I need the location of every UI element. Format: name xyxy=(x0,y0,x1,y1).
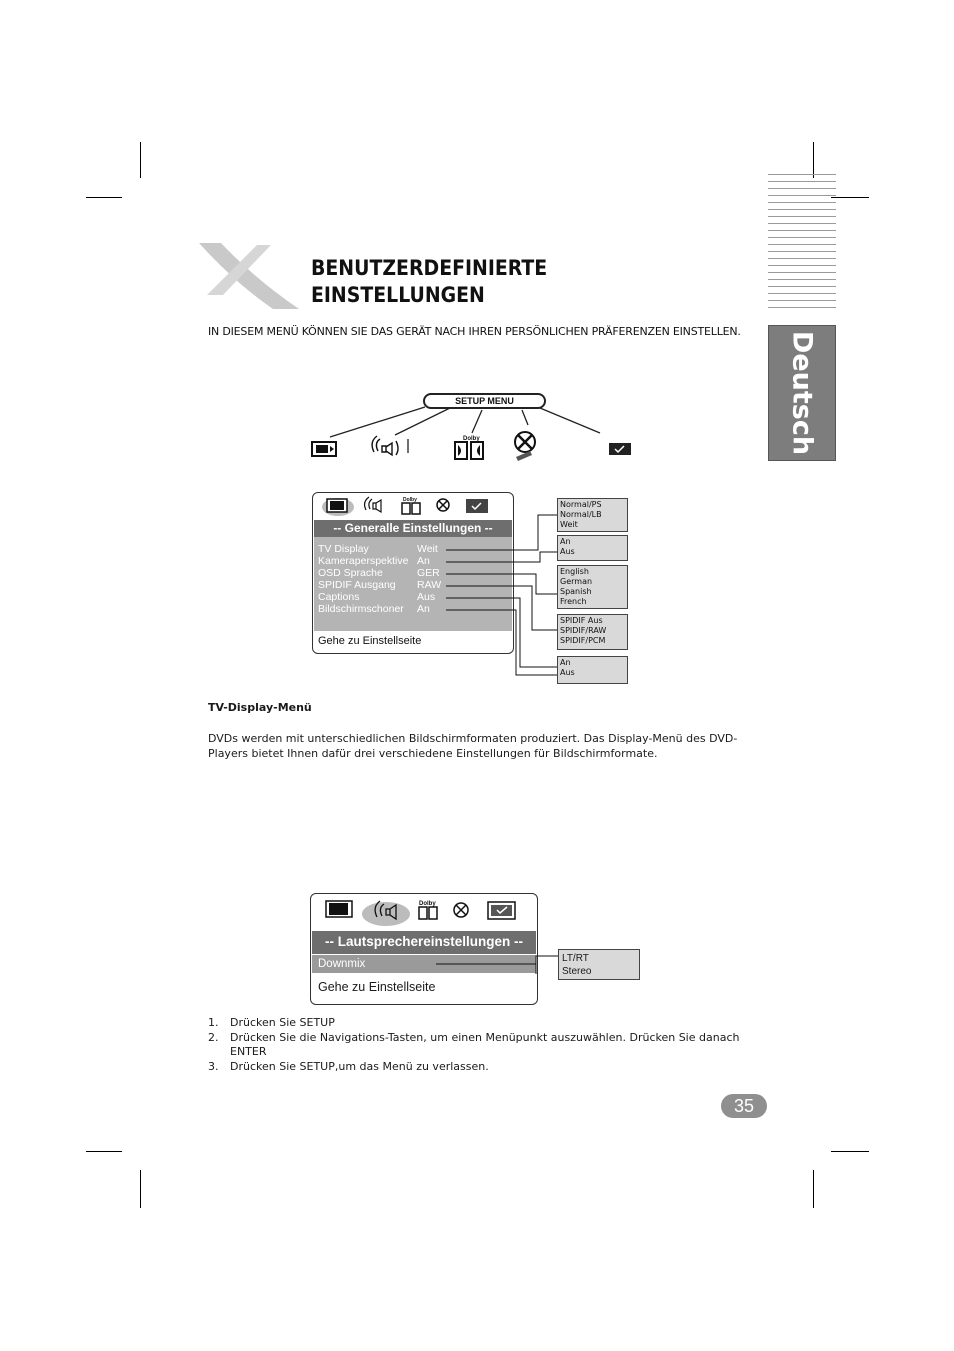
screensaver-options xyxy=(557,656,628,684)
tv-display-options xyxy=(557,498,628,532)
crop-mark xyxy=(831,197,869,198)
page-number: 35 xyxy=(721,1094,767,1118)
camera-angle-options xyxy=(557,535,628,561)
brand-x-logo xyxy=(195,241,301,313)
menu-icon-row xyxy=(318,896,533,928)
speaker-icon xyxy=(365,497,381,512)
goto-setup-page-link[interactable]: Gehe zu Einstellseite xyxy=(318,980,436,994)
row-value: RAW xyxy=(417,579,442,591)
menu-row-spdif-output[interactable] xyxy=(318,579,442,591)
step-text: Drücken Sie die Navigations-Tasten, um einen Menüpunkt auszuwählen. Drücken Sie danach ENTER xyxy=(230,1030,740,1058)
option-item[interactable]: An xyxy=(560,658,571,667)
option-item[interactable]: French xyxy=(560,597,587,606)
crop-mark xyxy=(86,197,122,198)
checkmark-icon xyxy=(609,443,631,455)
speaker-settings-header: -- Lautsprechereinstellungen -- xyxy=(312,931,536,954)
menu-row-camera-angle[interactable] xyxy=(318,555,430,567)
row-value: An xyxy=(417,603,430,615)
crop-mark xyxy=(140,142,141,178)
option-item[interactable]: An xyxy=(560,537,571,546)
option-item[interactable]: SPIDIF/PCM xyxy=(560,636,606,645)
list-item xyxy=(208,1031,768,1060)
dolby-label: Dolby xyxy=(403,497,417,503)
section-heading: TV-Display-Menü xyxy=(208,701,312,714)
row-label: Captions xyxy=(318,591,360,603)
option-item[interactable]: Normal/PS xyxy=(560,500,602,509)
setup-menu-label: SETUP MENU xyxy=(423,393,546,409)
intro-text: IN DIESEM MENÜ KÖNNEN SIE DAS GERÄT NACH IHREN PERSÖNLICHEN PRÄFERENZEN EINSTELLEN. xyxy=(208,325,741,338)
preference-icon xyxy=(515,432,535,461)
crop-mark xyxy=(813,142,814,178)
dolby-icon xyxy=(402,497,420,514)
dolby-label: Dolby xyxy=(419,901,436,907)
row-value: GER xyxy=(417,567,440,579)
preference-icon xyxy=(454,903,468,917)
page-title xyxy=(311,255,547,309)
row-value: Weit xyxy=(417,543,438,555)
dolby-label: Dolby xyxy=(463,436,480,442)
option-item[interactable]: Stereo xyxy=(562,966,592,977)
menu-row-osd-language[interactable] xyxy=(318,567,440,579)
crop-mark xyxy=(813,1170,814,1208)
row-label: OSD Sprache xyxy=(318,567,383,579)
option-item[interactable]: German xyxy=(560,577,593,586)
row-label: SPIDIF Ausgang xyxy=(318,579,396,591)
step-number: 3. xyxy=(208,1059,219,1073)
menu-row-captions[interactable] xyxy=(318,591,436,603)
option-item[interactable]: Aus xyxy=(560,668,575,677)
connector-lines xyxy=(436,954,561,976)
osd-language-options xyxy=(557,565,628,609)
option-item[interactable]: LT/RT xyxy=(562,953,589,964)
page-title-line: EINSTELLUNGEN xyxy=(311,283,485,307)
option-item[interactable]: SPIDIF/RAW xyxy=(560,626,607,635)
step-text: Drücken Sie SETUP xyxy=(230,1016,335,1029)
row-label: Kameraperspektive xyxy=(318,555,409,567)
setup-menu-diagram xyxy=(300,405,640,475)
connector-lines xyxy=(440,510,560,685)
checkmark-icon xyxy=(488,902,515,919)
option-item[interactable]: Spanish xyxy=(560,587,592,596)
tv-general-icon xyxy=(327,499,347,512)
tv-general-icon xyxy=(312,442,336,456)
decorative-stripes xyxy=(768,174,836,314)
body-paragraph: DVDs werden mit unterschiedlichen Bildschirmformaten produziert. Das Display-Menü des DVD-Players bietet Ihnen dafür drei verschiedene Einstellungen für Bildschirmformate. xyxy=(208,732,738,760)
speaker-icon xyxy=(372,436,398,455)
row-label: Downmix xyxy=(318,958,366,970)
step-number: 2. xyxy=(208,1030,219,1044)
instruction-list xyxy=(208,1016,768,1074)
option-item[interactable]: Normal/LB xyxy=(560,510,602,519)
menu-row-screensaver[interactable] xyxy=(318,603,430,615)
crop-mark xyxy=(140,1170,141,1208)
dolby-icon xyxy=(419,901,437,919)
downmix-options xyxy=(558,949,640,980)
goto-setup-page-link[interactable]: Gehe zu Einstellseite xyxy=(318,635,422,647)
menu-row-tv-display[interactable] xyxy=(318,543,438,555)
option-item[interactable]: SPIDIF Aus xyxy=(560,616,603,625)
step-text: Drücken Sie SETUP,um das Menü zu verlassen. xyxy=(230,1059,489,1073)
general-settings-header: -- Generalle Einstellungen -- xyxy=(314,520,512,537)
dolby-icon xyxy=(455,436,483,459)
option-item[interactable]: Weit xyxy=(560,520,578,529)
list-item xyxy=(208,1016,768,1031)
row-label: Bildschirmschoner xyxy=(318,603,404,615)
language-tab xyxy=(768,325,836,461)
crop-mark xyxy=(86,1151,122,1152)
tv-general-icon xyxy=(326,901,352,917)
page-title-line: BENUTZERDEFINIERTE xyxy=(311,256,548,280)
row-value: An xyxy=(417,555,430,567)
list-item xyxy=(208,1060,768,1075)
row-value: Aus xyxy=(417,591,436,603)
row-label: TV Display xyxy=(318,543,369,555)
option-item[interactable]: Aus xyxy=(560,547,575,556)
step-number: 1. xyxy=(208,1016,219,1029)
crop-mark xyxy=(831,1151,869,1152)
spdif-options xyxy=(557,614,628,650)
language-tab-label: Deutsch xyxy=(786,330,818,456)
option-item[interactable]: English xyxy=(560,567,589,576)
